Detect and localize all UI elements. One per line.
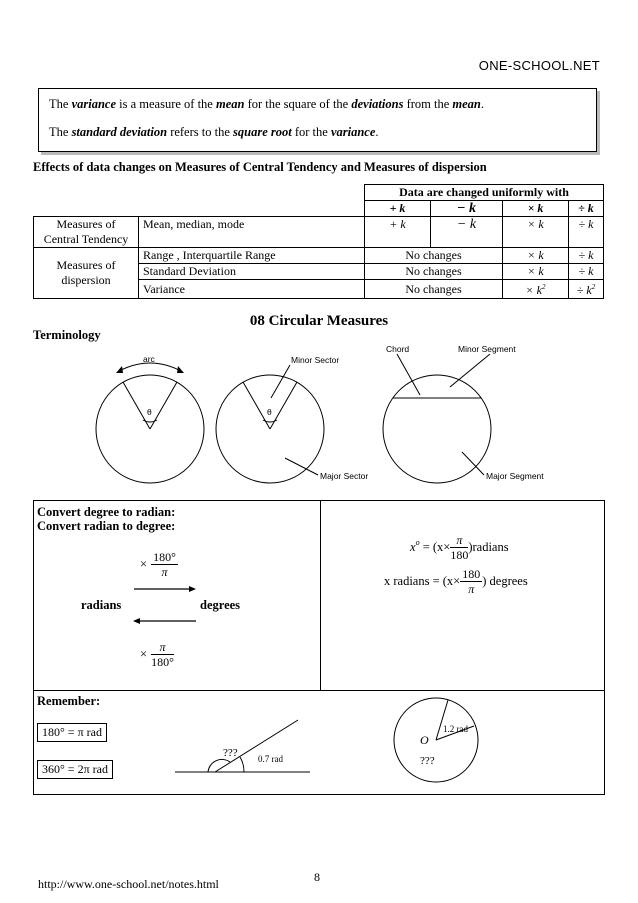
remember-heading: Remember: [37, 694, 101, 708]
text: from the [403, 97, 453, 111]
variance-row-name: Variance [139, 280, 365, 299]
minor-sector-label: Minor Sector [291, 355, 340, 365]
term: mean [452, 97, 481, 111]
cell: ÷ k [569, 248, 604, 264]
numerator: 180 [462, 567, 481, 581]
denominator: 180 [450, 548, 469, 562]
formula-text: = (x× [419, 540, 451, 555]
arc-label: arc [143, 354, 155, 364]
denominator: 180° [151, 655, 174, 669]
central-tendency-label: Measures of Central Tendency [34, 217, 139, 248]
cell: + k [365, 217, 431, 248]
radius-line [243, 382, 270, 429]
text: for the [291, 125, 331, 139]
superscript: 2 [541, 283, 546, 291]
text: The [49, 125, 72, 139]
page-number: 8 [314, 870, 320, 884]
unknown-angle: ??? [420, 755, 435, 767]
cell: No changes [365, 280, 503, 299]
cell: × k [503, 248, 569, 264]
fact-180: 180° = π rad [37, 723, 107, 742]
denominator: π [161, 565, 168, 579]
footer-url[interactable]: http://www.one-school.net/notes.html [38, 877, 219, 891]
op-minus: − k [431, 201, 503, 217]
formula-text: x radians = (x× [384, 574, 461, 589]
cell: − k [431, 217, 503, 248]
arc-arrow [119, 363, 181, 371]
numerator: π [450, 533, 468, 548]
op-times: × k [503, 201, 569, 217]
fact-360: 360° = 2π rad [37, 760, 113, 779]
small-angle-arc [240, 757, 244, 772]
site-name: ONE-SCHOOL.NET [478, 58, 600, 73]
terminology-heading: Terminology [33, 328, 101, 342]
chord-label: Chord [386, 344, 410, 354]
radius-line [123, 382, 150, 429]
convert-deg-to-rad: Convert degree to radian: [37, 505, 176, 519]
text: is a measure of the [116, 97, 216, 111]
times-sign: × [140, 647, 148, 661]
centre-label: O [420, 733, 429, 747]
sd-row-name: Standard Deviation [139, 264, 365, 280]
term: mean [215, 97, 245, 111]
conversion-arrows [130, 583, 200, 627]
term: standard deviation [71, 125, 168, 139]
radians-label: radians [81, 598, 122, 612]
numerator: 180° [153, 550, 176, 564]
cell: ÷ k [569, 217, 604, 248]
pointer-line [271, 365, 290, 398]
arrow-head [177, 366, 184, 373]
term: deviations [351, 97, 404, 111]
formula-text: )radians [468, 540, 509, 555]
reflex-angle-arc [208, 759, 230, 772]
major-segment-label: Major Segment [486, 471, 544, 481]
theta-label: θ [267, 407, 272, 417]
circle-segment [383, 375, 491, 483]
formula-deg-to-rad [410, 533, 509, 562]
radius-line [270, 382, 297, 429]
arrow-head [133, 618, 140, 624]
theta-label: θ [147, 407, 152, 417]
degree-sup: o [415, 537, 420, 547]
cell [503, 280, 569, 299]
formula-rad-to-deg [384, 567, 528, 596]
pointer-line [450, 354, 490, 387]
range-row-name: Range , Interquartile Range [139, 248, 365, 264]
op-plus: + k [365, 201, 431, 217]
ray-line [215, 720, 298, 772]
text: refers to the [167, 125, 234, 139]
cell: × k [503, 217, 569, 248]
cell [569, 280, 604, 299]
definition-box [38, 88, 597, 152]
variance-definition [49, 97, 484, 112]
effects-table [33, 184, 604, 299]
degrees-label: degrees [200, 598, 241, 612]
cell-text: × k [525, 283, 542, 297]
section-title: 08 Circular Measures [249, 313, 389, 329]
convert-rad-to-deg: Convert radian to degree: [37, 519, 176, 533]
angle-value: 0.7 rad [258, 754, 283, 764]
text: . [480, 97, 485, 111]
radius-line [436, 700, 448, 740]
text: for the square of the [244, 97, 352, 111]
cell: No changes [365, 248, 503, 264]
rad-factor [140, 640, 174, 669]
cell: No changes [365, 264, 503, 280]
numerator: π [151, 640, 174, 655]
text: The [49, 97, 72, 111]
cell: ÷ k [569, 264, 604, 280]
superscript: 2 [591, 283, 596, 291]
major-sector-label: Major Sector [320, 471, 369, 481]
effects-title: Effects of data changes on Measures of Central Tendency and Measures of dispersion [33, 160, 487, 174]
unknown-angle: ??? [223, 747, 238, 759]
times-sign: × [140, 557, 148, 571]
cell: × k [503, 264, 569, 280]
formula-text: ) degrees [482, 574, 528, 589]
arrow-head [116, 366, 123, 373]
circle-angle-diagram [390, 694, 500, 790]
sd-definition [49, 125, 379, 140]
var-x: x [410, 540, 416, 555]
term: square root [233, 125, 292, 139]
pointer-line [462, 452, 484, 475]
radius-line [150, 382, 177, 429]
angle-diagram [170, 690, 320, 780]
deg-factor [140, 550, 178, 579]
divider [320, 500, 321, 690]
term: variance [330, 125, 376, 139]
arrow-head [189, 586, 196, 592]
denominator: π [468, 582, 475, 596]
circle-terminology-diagram [0, 340, 638, 490]
mean-median-mode: Mean, median, mode [139, 217, 365, 248]
cell-text: ÷ k [576, 283, 592, 297]
term: variance [71, 97, 116, 111]
angle-value: 1.2 rad [443, 724, 468, 734]
op-divide: ÷ k [569, 201, 604, 217]
minor-segment-label: Minor Segment [458, 344, 516, 354]
dispersion-label: Measures of dispersion [34, 248, 139, 299]
text: . [375, 125, 379, 139]
group-header: Data are changed uniformly with [365, 185, 604, 201]
